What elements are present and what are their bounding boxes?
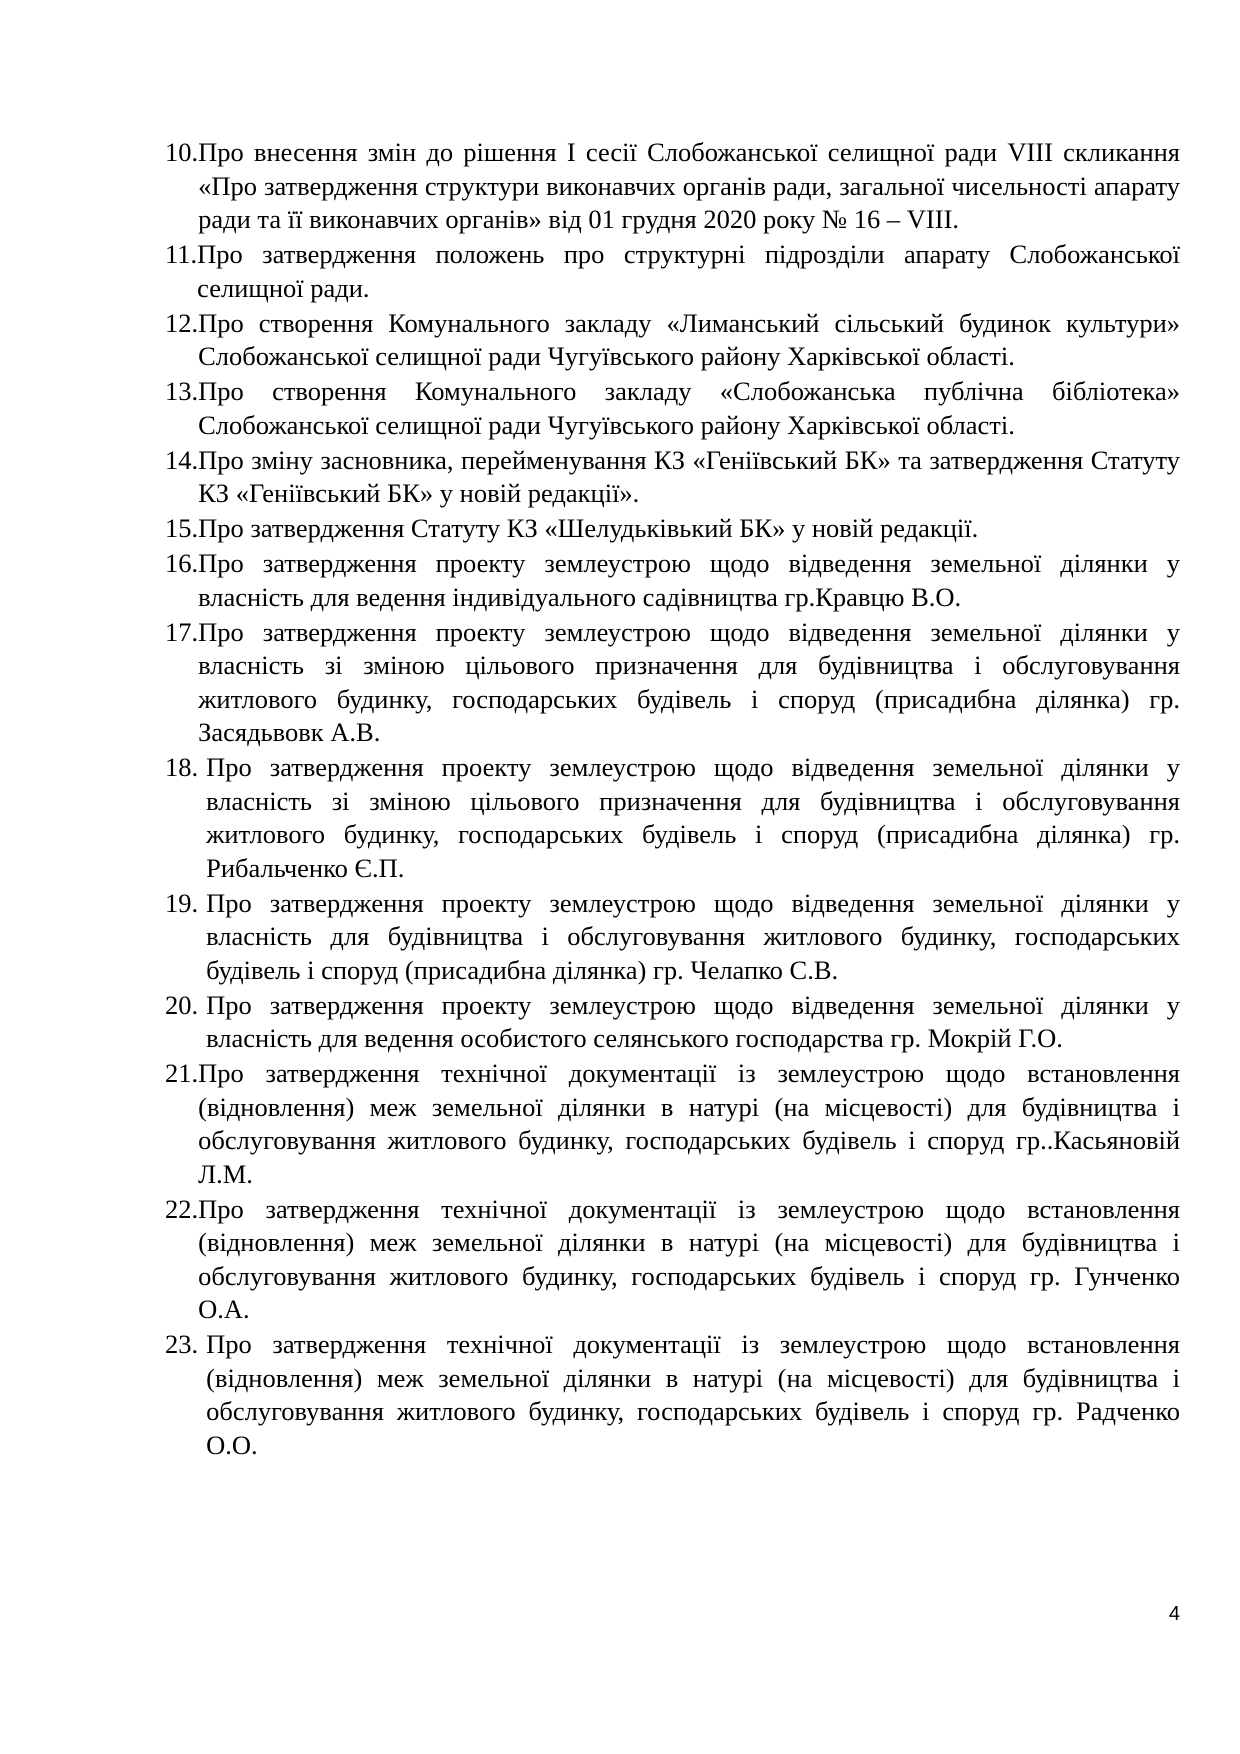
agenda-item-number: 11. bbox=[165, 239, 198, 269]
agenda-item-text: Про створення Комунального закладу «Лиманський сільський будинок культури» Слобожанської селищної ради Чугуївського району Харківської області. bbox=[198, 307, 1180, 371]
agenda-item-text: Про затвердження проекту землеустрою щодо відведення земельної ділянки у власність для ведення індивідуального садівництва гр.Кравцю В.О. bbox=[198, 548, 1180, 612]
agenda-item bbox=[165, 1057, 1180, 1191]
agenda-item bbox=[165, 238, 1180, 305]
agenda-item-text: Про затвердження проекту землеустрою щодо відведення земельної ділянки у власність зі зміною цільового призначення для будівництва і обслуговування житлового будинку, господарських будівель і споруд (присадибна ділянка) гр. Рибальченко Є.П. bbox=[206, 752, 1180, 883]
agenda-item-text: Про затвердження технічної документації із землеустрою щодо встановлення (відновлення) меж земельної ділянки в натурі (на місцевості) для будівництва і обслуговування житлового будинку, господарських будівель і споруд гр. Гунченко О.А. bbox=[198, 1193, 1180, 1324]
agenda-item-number: 22. bbox=[165, 1193, 199, 1224]
agenda-item-number: 12. bbox=[165, 307, 199, 338]
agenda-item-text: Про затвердження проекту землеустрою щодо відведення земельної ділянки у власність зі зміною цільового призначення для будівництва і обслуговування житлового будинку, господарських будівель і споруд (присадибна ділянка) гр. Засядьвовк А.В. bbox=[198, 616, 1180, 747]
agenda-item bbox=[165, 375, 1180, 442]
agenda-item bbox=[165, 989, 1180, 1056]
agenda-item bbox=[165, 1193, 1180, 1327]
agenda-item-text: Про створення Комунального закладу «Слобожанська публічна бібліотека» Слобожанської селищної ради Чугуївського району Харківської області. bbox=[198, 376, 1180, 440]
agenda-item bbox=[165, 136, 1180, 237]
agenda-item-number: 14. bbox=[165, 444, 199, 475]
agenda-list bbox=[165, 136, 1180, 1464]
agenda-item-number: 18. bbox=[165, 752, 199, 782]
agenda-item-number: 19. bbox=[165, 887, 199, 918]
agenda-item-number: 10. bbox=[165, 137, 199, 167]
agenda-item-text: Про затвердження проекту землеустрою щодо відведення земельної ділянки у власність для будівництва і обслуговування житлового будинку, господарських будівель і споруд (присадибна ділянка) гр. Челапко С.В. bbox=[206, 887, 1180, 985]
agenda-item-text: Про зміну засновника, перейменування КЗ «Геніївський БК» та затвердження Статуту КЗ «Геніївський БК» у новій редакції». bbox=[198, 444, 1180, 508]
agenda-item-number: 20. bbox=[165, 989, 199, 1020]
agenda-item bbox=[165, 887, 1180, 988]
agenda-item-text: Про внесення змін до рішення І сесії Слобожанської селищної ради VIII скликання «Про затвердження структури виконавчих органів ради, загальної чисельності апарату ради та її виконавчих органів» від 01 грудня 2020 року № 16 – VIII. bbox=[198, 137, 1180, 234]
agenda-item-text: Про затвердження положень про структурні підрозділи апарату Слобожанської селищної ради. bbox=[197, 239, 1180, 303]
agenda-item-text: Про затвердження технічної документації із землеустрою щодо встановлення (відновлення) меж земельної ділянки в натурі (на місцевості) для будівництва і обслуговування житлового будинку, господарських будівель і споруд гр..Касьяновій Л.М. bbox=[198, 1058, 1180, 1189]
agenda-item-number: 16. bbox=[165, 548, 199, 578]
agenda-item-text: Про затвердження проекту землеустрою щодо відведення земельної ділянки у власність для ведення особистого селянського господарства гр. Мокрій Г.О. bbox=[206, 989, 1180, 1053]
agenda-item bbox=[165, 751, 1180, 885]
agenda-item-number: 23. bbox=[165, 1329, 199, 1359]
agenda-item bbox=[165, 444, 1180, 511]
agenda-item bbox=[165, 307, 1180, 374]
agenda-item-number: 17. bbox=[165, 616, 199, 647]
agenda-item-text: Про затвердження Статуту КЗ «Шелудьківький БК» у новій редакції. bbox=[198, 513, 979, 543]
agenda-item-number: 15. bbox=[165, 513, 199, 543]
agenda-item bbox=[165, 616, 1180, 750]
agenda-item-text: Про затвердження технічної документації із землеустрою щодо встановлення (відновлення) меж земельної ділянки в натурі (на місцевості) для будівництва і обслуговування житлового будинку, господарських будівель і споруд гр. Радченко О.О. bbox=[206, 1329, 1180, 1460]
agenda-item-number: 21. bbox=[165, 1058, 199, 1088]
agenda-item bbox=[165, 1328, 1180, 1462]
page-number: 4 bbox=[1168, 1603, 1180, 1625]
agenda-item-number: 13. bbox=[165, 376, 199, 406]
agenda-item bbox=[165, 547, 1180, 614]
agenda-item bbox=[165, 512, 1180, 546]
